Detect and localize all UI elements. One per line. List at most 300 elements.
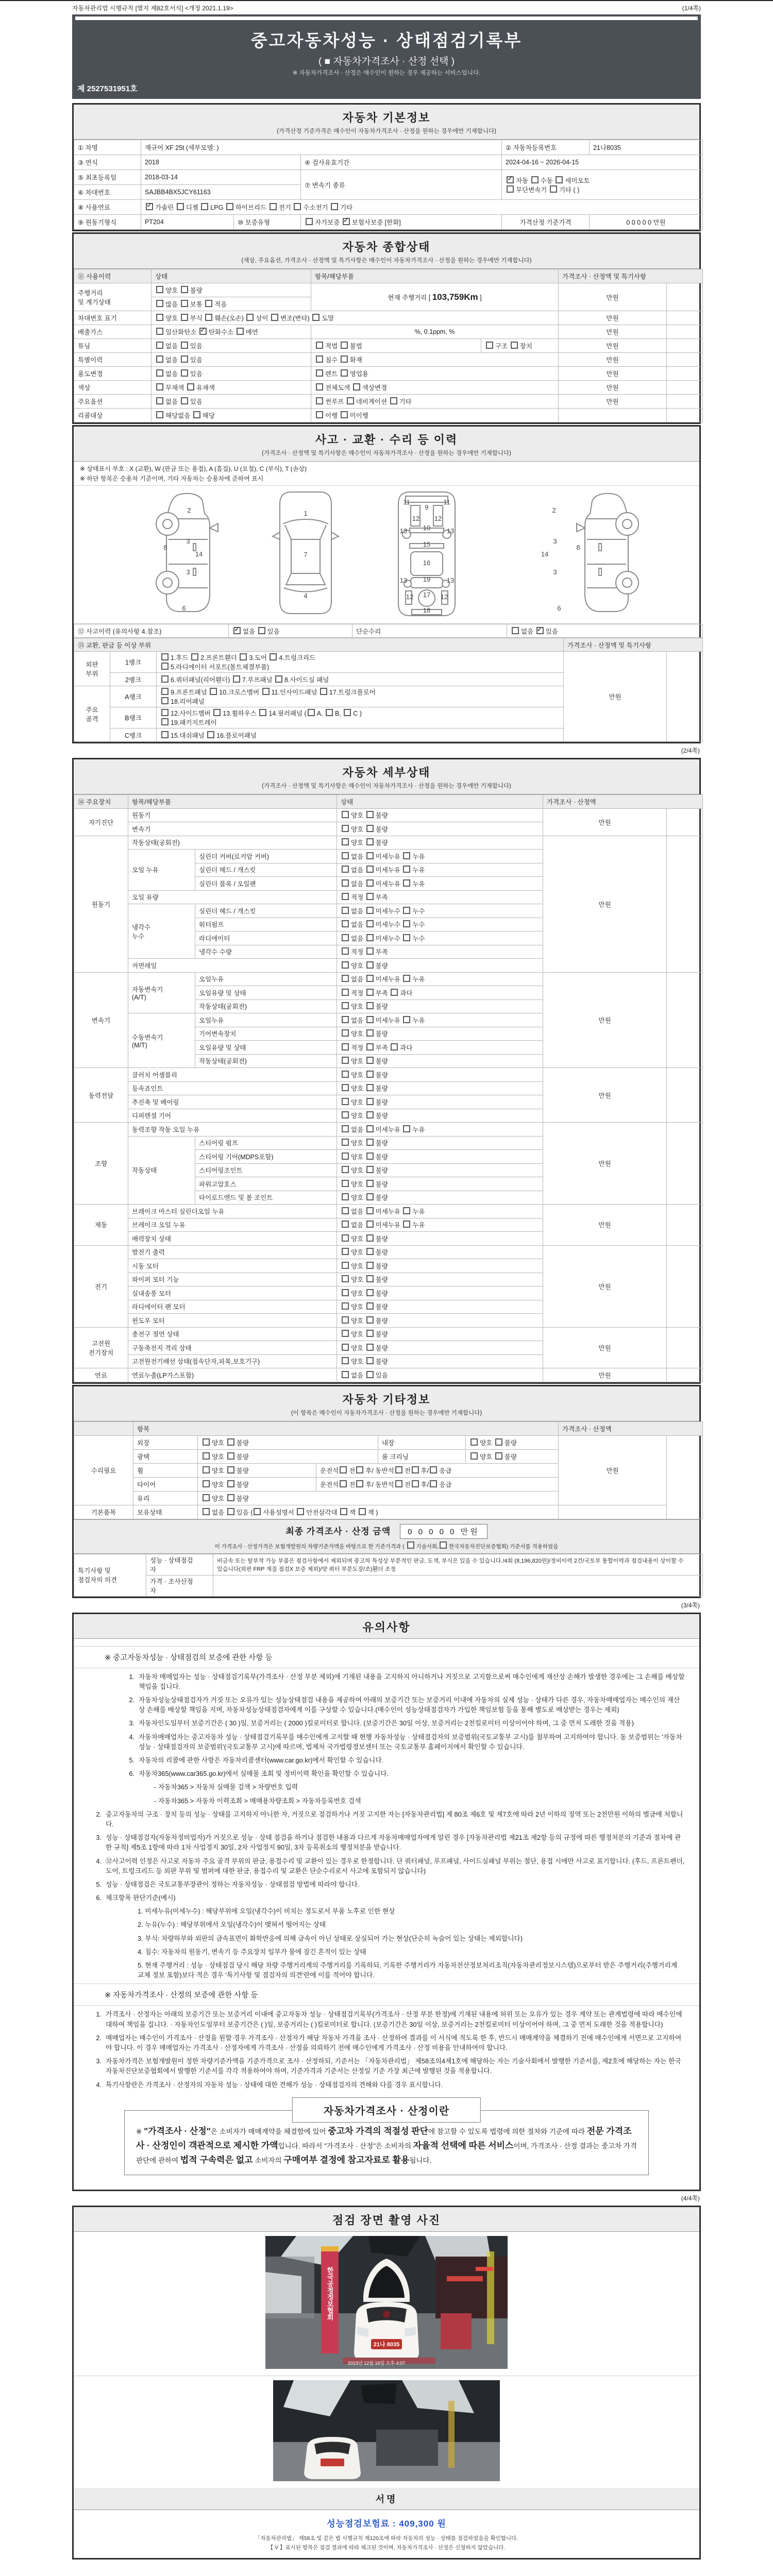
checkbox-unchecked[interactable] (342, 893, 349, 900)
checkbox-unchecked[interactable] (366, 1139, 374, 1146)
checkbox-unchecked[interactable] (227, 1438, 234, 1446)
cell: 만원 (543, 972, 667, 1068)
checkbox-unchecked[interactable] (342, 1098, 349, 1105)
checkbox-unchecked[interactable] (403, 879, 410, 887)
table-row (74, 1327, 703, 1341)
cell (667, 1435, 703, 1519)
cell: 양호 불량 (337, 1109, 543, 1123)
notice-item: 1. 가격조사 · 산정자는 아래의 보증기간 또는 보증거리 이내에 중고자동차 성능 · 상태점검기록부(가격조사 · 산정 부분 한정)에 기재된 내용에 허위 또는 오류가 있는 경우 계약 또는 관계법령에 따라 매수인에 대하여 책임을 집니다. · 자동차인도일부터 보증기간은 ( )일, 보증거리는 ( )킬로미터로 합니다. (보증기간은 30일 이상, 보증거리는 2천킬로미터 이상이어야 하며, 그 중 먼저 도래한 것을 적용합니다) (96, 2010, 682, 2028)
cell: ⑦ 변속기 종류 (301, 170, 502, 200)
checkbox-unchecked[interactable] (156, 397, 163, 404)
header-cell: ⑭ 주요장치 (74, 795, 128, 809)
checkbox-unchecked[interactable] (326, 709, 333, 716)
notice-subitem: 1. 미세누유(미세누수) : 해당부위에 오일(냉각수)이 비치는 정도로서 부품 노후로 인한 현상 (138, 1907, 395, 1916)
checkbox-unchecked[interactable] (181, 355, 188, 363)
cell: ① 차명 (74, 140, 141, 155)
checkbox-unchecked[interactable] (294, 203, 301, 210)
checkbox-unchecked[interactable] (366, 1344, 374, 1351)
checkbox-unchecked[interactable] (342, 1180, 349, 1187)
checkbox-unchecked[interactable] (331, 203, 338, 210)
cell: 만원 (543, 836, 667, 972)
checkbox-unchecked[interactable] (366, 1002, 374, 1009)
checkbox-unchecked[interactable] (316, 383, 323, 391)
checkbox-unchecked[interactable] (161, 709, 169, 716)
cell: 양호 불량 (337, 1232, 543, 1246)
checkbox-unchecked[interactable] (156, 383, 163, 391)
checkbox-unchecked[interactable] (156, 342, 163, 349)
checkbox-unchecked[interactable] (237, 328, 244, 335)
checkbox-unchecked[interactable] (341, 369, 348, 377)
checkbox-unchecked[interactable] (511, 342, 518, 349)
cell: 외판 부위 (74, 652, 110, 686)
table-row (74, 409, 703, 422)
checkbox-unchecked[interactable] (203, 1466, 210, 1473)
checkbox-unchecked[interactable] (342, 1139, 349, 1146)
checkbox-unchecked[interactable] (342, 1193, 349, 1200)
checkbox-unchecked[interactable] (366, 947, 374, 955)
checkbox-unchecked[interactable] (403, 852, 410, 859)
cell: 고전원 전기장치 (74, 1327, 128, 1368)
checkbox-unchecked[interactable] (342, 1221, 349, 1228)
diagram-part-number: 14 (195, 550, 203, 558)
checkbox-unchecked[interactable] (226, 203, 233, 210)
checkbox-unchecked[interactable] (356, 1466, 363, 1473)
checkbox-unchecked[interactable] (203, 1480, 210, 1487)
cell: 1랭크 (110, 652, 157, 673)
cell: 2024-04-16 ~ 2026-04-15 (502, 155, 703, 170)
checkbox-checked[interactable] (199, 328, 207, 335)
table-row (74, 311, 703, 325)
checkbox-unchecked[interactable] (262, 688, 270, 695)
checkbox-unchecked[interactable] (227, 1466, 234, 1473)
checkbox-unchecked[interactable] (259, 709, 266, 716)
checkbox-unchecked[interactable] (342, 1234, 349, 1242)
checkbox-unchecked[interactable] (316, 355, 323, 363)
cell: 추진축 및 베어링 (128, 1095, 337, 1109)
checkbox-unchecked[interactable] (156, 328, 163, 335)
checkbox-unchecked[interactable] (316, 342, 323, 349)
cell: 만원 (543, 1123, 667, 1205)
checkbox-unchecked[interactable] (275, 675, 282, 683)
checkbox-unchecked[interactable] (161, 675, 169, 683)
table-row (74, 339, 703, 353)
checkbox-unchecked[interactable] (342, 1262, 349, 1269)
checkbox-unchecked[interactable] (470, 1438, 478, 1446)
checkbox-unchecked[interactable] (306, 218, 313, 225)
checkbox-unchecked[interactable] (156, 355, 163, 363)
checkbox-unchecked[interactable] (156, 369, 163, 377)
cell: 2018 (141, 155, 301, 170)
diagram-part-number: 16 (423, 559, 431, 567)
checkbox-unchecked[interactable] (341, 355, 348, 363)
checkbox-unchecked[interactable] (412, 1466, 419, 1473)
cell: 외장 (133, 1435, 198, 1449)
checkbox-unchecked[interactable] (430, 1466, 437, 1473)
checkbox-unchecked[interactable] (316, 369, 323, 377)
accident-history-table (74, 624, 703, 638)
checkbox-unchecked[interactable] (550, 185, 557, 193)
checkbox-unchecked[interactable] (271, 314, 278, 321)
accident-note-2: ※ 하단 항목은 승용차 기준이며, 기타 자동차는 승용차에 준하여 표시 (80, 474, 264, 482)
checkbox-unchecked[interactable] (342, 825, 349, 832)
checkbox-unchecked[interactable] (366, 1275, 374, 1282)
header-cell: ⑬ 교환, 판금 등 이상 부위 (74, 638, 564, 652)
checkbox-unchecked[interactable] (366, 879, 374, 887)
cell: 만원 (559, 283, 667, 311)
checkbox-unchecked[interactable] (181, 369, 188, 377)
checkbox-unchecked[interactable] (227, 1508, 234, 1515)
checkbox-unchecked[interactable] (312, 314, 320, 321)
checkbox-unchecked[interactable] (342, 1330, 349, 1337)
notice-item: 2. 매매업자는 매수인이 가격조사 · 산정을 원할 경우 가격조사 · 산정자가 해당 자동차 가격을 조사 · 산정하여 결과를 이 서식에 적도록 한 후, 반드시 매매계약을 체결하기 전에 매수인에게 서면으로 고지하여야 합니다. 이 경우 매매업자는 가격조사 · 산정자에게 가격조사 · 산정을 의뢰하기 전에 매수인에게 가격조사 · 산정 비용을 안내하여야 합니다. (96, 2033, 682, 2052)
checkbox-unchecked[interactable] (270, 203, 277, 210)
checkbox-unchecked[interactable] (342, 1275, 349, 1282)
checkbox-unchecked[interactable] (403, 975, 410, 982)
cell: 특별이력 (74, 353, 152, 367)
checkbox-unchecked[interactable] (366, 1248, 374, 1255)
cell: 오일 누유 (128, 850, 195, 891)
checkbox-unchecked[interactable] (366, 838, 374, 845)
checkbox-unchecked[interactable] (181, 286, 188, 293)
checkbox-unchecked[interactable] (407, 1541, 414, 1549)
cell: 오일누유 (195, 972, 337, 986)
checkbox-unchecked[interactable] (495, 1452, 502, 1460)
checkbox-unchecked[interactable] (342, 1043, 349, 1050)
checkbox-unchecked[interactable] (403, 1016, 410, 1023)
checkbox-unchecked[interactable] (366, 1029, 374, 1037)
checkbox-unchecked[interactable] (342, 1153, 349, 1160)
checkbox-unchecked[interactable] (203, 1508, 210, 1515)
checkbox-unchecked[interactable] (366, 989, 374, 996)
detail-status-table (74, 794, 703, 1382)
checkbox-unchecked[interactable] (403, 1207, 410, 1214)
checkbox-unchecked[interactable] (161, 697, 169, 704)
checkbox-unchecked[interactable] (366, 1016, 374, 1023)
checkbox-unchecked[interactable] (341, 342, 348, 349)
checkbox-unchecked[interactable] (366, 1221, 374, 1228)
checkbox-unchecked[interactable] (403, 934, 410, 941)
cell: 가격 · 조사산정 자 (146, 1575, 213, 1596)
section-overall-status (72, 232, 701, 424)
section-basic-info (72, 103, 701, 231)
cell: 없음 미세누수 누수 (337, 918, 543, 931)
cell: ② 자동차등록번호 (502, 140, 590, 155)
checkbox-unchecked[interactable] (366, 961, 374, 969)
checkbox-unchecked[interactable] (342, 811, 349, 818)
checkbox-unchecked[interactable] (342, 1002, 349, 1009)
cell: 구조 장치 (481, 339, 559, 353)
checkbox-unchecked[interactable] (340, 1480, 347, 1487)
checkbox-unchecked[interactable] (342, 1344, 349, 1351)
cell: 양호 불량 (337, 1327, 543, 1341)
checkbox-unchecked[interactable] (342, 852, 349, 859)
checkbox-unchecked[interactable] (161, 688, 169, 695)
checkbox-unchecked[interactable] (342, 989, 349, 996)
checkbox-unchecked[interactable] (366, 907, 374, 914)
checkbox-unchecked[interactable] (366, 1125, 374, 1132)
checkbox-unchecked[interactable] (403, 1125, 410, 1132)
checkbox-unchecked[interactable] (366, 1330, 374, 1337)
checkbox-unchecked[interactable] (201, 203, 208, 210)
cell (667, 409, 703, 422)
cell: 휠 (133, 1463, 198, 1477)
checkbox-unchecked[interactable] (342, 1016, 349, 1023)
checkbox-unchecked[interactable] (161, 718, 169, 725)
cell: 없음 미세누유 누유 (337, 1205, 543, 1218)
section-notices (72, 1613, 701, 2191)
checkbox-unchecked[interactable] (344, 709, 351, 716)
checkbox-unchecked[interactable] (366, 1207, 374, 1214)
checkbox-unchecked[interactable] (342, 1166, 349, 1173)
document-title: 중고자동차성능 · 상태점검기록부 (250, 31, 523, 50)
checkbox-unchecked[interactable] (353, 383, 360, 391)
checkbox-unchecked[interactable] (366, 1084, 374, 1091)
checkbox-unchecked[interactable] (366, 811, 374, 818)
checkbox-unchecked[interactable] (531, 176, 539, 183)
checkbox-unchecked[interactable] (316, 397, 323, 404)
checkbox-unchecked[interactable] (340, 1466, 347, 1473)
checkbox-unchecked[interactable] (366, 1371, 374, 1378)
checkbox-unchecked[interactable] (366, 1043, 374, 1050)
checkbox-unchecked[interactable] (342, 1302, 349, 1310)
checkbox-unchecked[interactable] (254, 1508, 261, 1515)
cell: 없음 있음 ( 사용설명서 안전삼각대 잭 잭 ) (198, 1505, 559, 1519)
cell: 양호 불량 (337, 1177, 543, 1191)
table-row (74, 836, 703, 850)
checkbox-unchecked[interactable] (342, 934, 349, 941)
checkbox-unchecked[interactable] (161, 731, 169, 738)
checkbox-unchecked[interactable] (270, 653, 277, 660)
checkbox-unchecked[interactable] (366, 1180, 374, 1187)
checkbox-unchecked[interactable] (366, 1289, 374, 1296)
checkbox-unchecked[interactable] (390, 397, 397, 404)
checkbox-unchecked[interactable] (342, 1207, 349, 1214)
checkbox-unchecked[interactable] (342, 1071, 349, 1078)
checkbox-unchecked[interactable] (187, 383, 194, 391)
checkbox-unchecked[interactable] (181, 342, 188, 349)
checkbox-unchecked[interactable] (342, 1357, 349, 1364)
diagram-part-number: 12 (440, 593, 448, 601)
cell (667, 283, 703, 311)
notice-item: 5. 성능 · 상태점검은 국토교통부장관이 정하는 자동차성능 · 상태점검 방법에 따라야 합니다. (96, 1880, 360, 1888)
accident-note-1: ※ 상태표시 부호 : X (교환), W (판금 또는 용접), A (흠집), U (요철), C (부식), T (손상) (80, 465, 307, 472)
checkbox-unchecked[interactable] (395, 1480, 402, 1487)
notice-item: 3. 자동차가격은 보험개발원이 정한 차량기준가액을 기준가격으로 조사 · 산정하되, 기준서는 「자동차관리법」 제58조의4제1호에 해당하는 자는 기술사회에서 발행한 기준서를, 제2호에 해당하는 자는 한국자동차진단보증협회에서 발행한 기준서를 각각 적용하여야 하며, 기준가격과 기준서는 산정일 기준 가장 최근에 발행된 것을 적용합니다. (96, 2057, 681, 2075)
checkbox-unchecked[interactable] (205, 314, 212, 321)
checkbox-unchecked[interactable] (366, 1153, 374, 1160)
cell: 작동상태(공회전) (195, 999, 337, 1013)
checkbox-unchecked[interactable] (227, 1480, 234, 1487)
checkbox-unchecked[interactable] (156, 300, 163, 307)
checkbox-unchecked[interactable] (340, 1508, 347, 1515)
notice-item: 4. 자동차매매업자는 중고자동차 성능 · 상태점검기록부를 매수인에게 고지할 때 현행 자동차성능 · 상태점검자의 보증범위(국토교통부 고시)를 첨부하여 고지하여야 합니다. 동 보증범위는 '자동차성능 · 상태점검자의 보증범위'(국토교통부 고시)에 따르며, 법제처 국가법령정보센터 또는 국토교통부 홈페이지에서 확인할 수 있습니다. (129, 1733, 682, 1751)
checkbox-unchecked[interactable] (403, 920, 410, 927)
checkbox-unchecked[interactable] (391, 1043, 398, 1050)
checkbox-unchecked[interactable] (395, 1466, 402, 1473)
checkbox-unchecked[interactable] (342, 1111, 349, 1118)
checkbox-unchecked[interactable] (177, 203, 184, 210)
checkbox-unchecked[interactable] (366, 1111, 374, 1118)
checkbox-unchecked[interactable] (203, 1494, 210, 1501)
checkbox-unchecked[interactable] (156, 411, 163, 418)
checkbox-unchecked[interactable] (341, 411, 348, 418)
checkbox-unchecked[interactable] (233, 675, 240, 683)
checkbox-unchecked[interactable] (342, 1125, 349, 1132)
checkbox-unchecked[interactable] (403, 1221, 410, 1228)
checkbox-unchecked[interactable] (227, 1494, 234, 1501)
checkbox-checked[interactable] (507, 176, 514, 183)
checkbox-unchecked[interactable] (366, 1302, 374, 1310)
cell: 2018-03-14 (141, 170, 301, 185)
diagram-part-number: 15 (423, 540, 431, 549)
law-line (72, 1, 701, 14)
checkbox-unchecked[interactable] (342, 1057, 349, 1064)
checkbox-unchecked[interactable] (191, 653, 198, 660)
checkbox-unchecked[interactable] (359, 1508, 366, 1515)
checkbox-unchecked[interactable] (556, 176, 563, 183)
checkbox-unchecked[interactable] (181, 314, 188, 321)
cell: 광택 (133, 1449, 198, 1463)
checkbox-unchecked[interactable] (342, 975, 349, 982)
diagram-part-number: 19 (423, 575, 431, 584)
checkbox-unchecked[interactable] (342, 866, 349, 873)
checkbox-unchecked[interactable] (440, 1541, 447, 1549)
checkbox-checked[interactable] (343, 218, 350, 225)
cell: 양호 불량 (337, 959, 543, 973)
checkbox-unchecked[interactable] (366, 1057, 374, 1064)
checkbox-checked[interactable] (233, 627, 241, 634)
photo-2-svg (273, 2380, 500, 2481)
checkbox-unchecked[interactable] (207, 731, 214, 738)
checkbox-unchecked[interactable] (403, 907, 410, 914)
checkbox-unchecked[interactable] (366, 975, 374, 982)
checkbox-unchecked[interactable] (210, 688, 217, 695)
checkbox-unchecked[interactable] (246, 314, 254, 321)
checkbox-unchecked[interactable] (366, 1234, 374, 1242)
checkbox-unchecked[interactable] (227, 1452, 234, 1460)
section-accident-head (74, 427, 699, 462)
diagram-part-number: 13 (446, 577, 455, 585)
checkbox-unchecked[interactable] (342, 879, 349, 887)
checkbox-unchecked[interactable] (181, 397, 188, 404)
cell: 작동상태(공회전) (128, 836, 337, 850)
checkbox-unchecked[interactable] (213, 709, 221, 716)
checkbox-unchecked[interactable] (342, 1289, 349, 1296)
final-price-note: 이 가격조사 · 산정가격은 보험개발원의 차량기준가액을 바탕으로 한 기준가격과 ( 기술사회, 한국자동차진단보증협회) 기준서를 적용하였음 (74, 1541, 699, 1550)
checkbox-unchecked[interactable] (512, 627, 519, 634)
checkbox-unchecked[interactable] (366, 1166, 374, 1173)
checkbox-unchecked[interactable] (342, 907, 349, 914)
table-row (74, 1205, 703, 1218)
checkbox-unchecked[interactable] (486, 342, 493, 349)
checkbox-unchecked[interactable] (240, 653, 247, 660)
table-row (74, 1554, 703, 1575)
checkbox-unchecked[interactable] (161, 663, 169, 670)
checkbox-unchecked[interactable] (366, 1098, 374, 1105)
checkbox-unchecked[interactable] (347, 397, 354, 404)
cell: 조향 (74, 1123, 128, 1205)
checkbox-unchecked[interactable] (366, 825, 374, 832)
section-overall-head (74, 234, 699, 269)
checkbox-checked[interactable] (146, 203, 153, 210)
checkbox-unchecked[interactable] (356, 1480, 363, 1487)
checkbox-unchecked[interactable] (366, 1193, 374, 1200)
checkbox-unchecked[interactable] (366, 1071, 374, 1078)
checkbox-unchecked[interactable] (366, 920, 374, 927)
notice-subitem: - 자동차365 > 자동차 실매물 검색 > 차량번호 입력 (154, 1783, 298, 1791)
checkbox-unchecked[interactable] (181, 300, 188, 307)
checkbox-unchecked[interactable] (507, 185, 514, 193)
diagram-part-number: 13 (446, 527, 455, 535)
checkbox-unchecked[interactable] (366, 1357, 374, 1364)
checkbox-unchecked[interactable] (391, 989, 398, 996)
checkbox-unchecked[interactable] (366, 1316, 374, 1324)
header-stripe (75, 16, 698, 20)
checkbox-unchecked[interactable] (308, 709, 315, 716)
accident-notes (74, 462, 699, 486)
checkbox-unchecked[interactable] (342, 920, 349, 927)
cell: 없음 미세누유 누유 (337, 1013, 543, 1027)
checkbox-unchecked[interactable] (342, 961, 349, 969)
checkbox-checked[interactable] (536, 627, 544, 634)
checkbox-unchecked[interactable] (366, 852, 374, 859)
cell: 오일 유량 (128, 890, 337, 904)
checkbox-unchecked[interactable] (156, 314, 163, 321)
checkbox-unchecked[interactable] (203, 1452, 210, 1460)
cell: 배력장치 상태 (128, 1232, 337, 1246)
table-row (74, 395, 703, 409)
checkbox-unchecked[interactable] (412, 1480, 419, 1487)
checkbox-unchecked[interactable] (156, 286, 163, 293)
checkbox-unchecked[interactable] (316, 411, 323, 418)
checkbox-unchecked[interactable] (366, 866, 374, 873)
checkbox-unchecked[interactable] (342, 947, 349, 955)
cell (667, 1068, 703, 1123)
cell: 침수 화재 (311, 353, 559, 367)
checkbox-unchecked[interactable] (342, 1084, 349, 1091)
cell (667, 1123, 703, 1205)
checkbox-unchecked[interactable] (366, 934, 374, 941)
section-accident-history (72, 425, 701, 743)
checkbox-unchecked[interactable] (342, 838, 349, 845)
checkbox-unchecked[interactable] (342, 1371, 349, 1378)
checkbox-unchecked[interactable] (205, 300, 212, 307)
checkbox-unchecked[interactable] (430, 1480, 437, 1487)
checkbox-unchecked[interactable] (366, 1262, 374, 1269)
checkbox-unchecked[interactable] (495, 1438, 502, 1446)
checkbox-unchecked[interactable] (342, 1316, 349, 1324)
price-survey-explainer (124, 2105, 649, 2175)
notice-subitem: 3. 부식: 차량하부와 외판의 금속표면이 화학반응에 의해 금속이 아닌 상태로 상실되어 가는 현상(단순히 녹슬어 있는 상태는 제외합니다) (138, 1934, 523, 1942)
checkbox-unchecked[interactable] (320, 688, 327, 695)
section-notices-head (74, 1614, 699, 1639)
checkbox-unchecked[interactable] (470, 1452, 478, 1460)
checkbox-unchecked[interactable] (203, 1438, 210, 1446)
checkbox-unchecked[interactable] (342, 1248, 349, 1255)
header-cell: 가격조사 · 산정액 및 특기사항 (564, 638, 703, 652)
cell: 양호 불량 (337, 1354, 543, 1368)
cell: 없음 미세누수 누수 (337, 931, 543, 945)
checkbox-unchecked[interactable] (403, 866, 410, 873)
checkbox-unchecked[interactable] (161, 653, 169, 660)
checkbox-unchecked[interactable] (366, 893, 374, 900)
cell: 윈도우 모터 (128, 1314, 337, 1328)
checkbox-unchecked[interactable] (297, 1508, 304, 1515)
overall-status-table-mount (74, 269, 699, 422)
checkbox-unchecked[interactable] (258, 627, 265, 634)
checkbox-unchecked[interactable] (342, 1029, 349, 1037)
checkbox-unchecked[interactable] (193, 411, 200, 418)
